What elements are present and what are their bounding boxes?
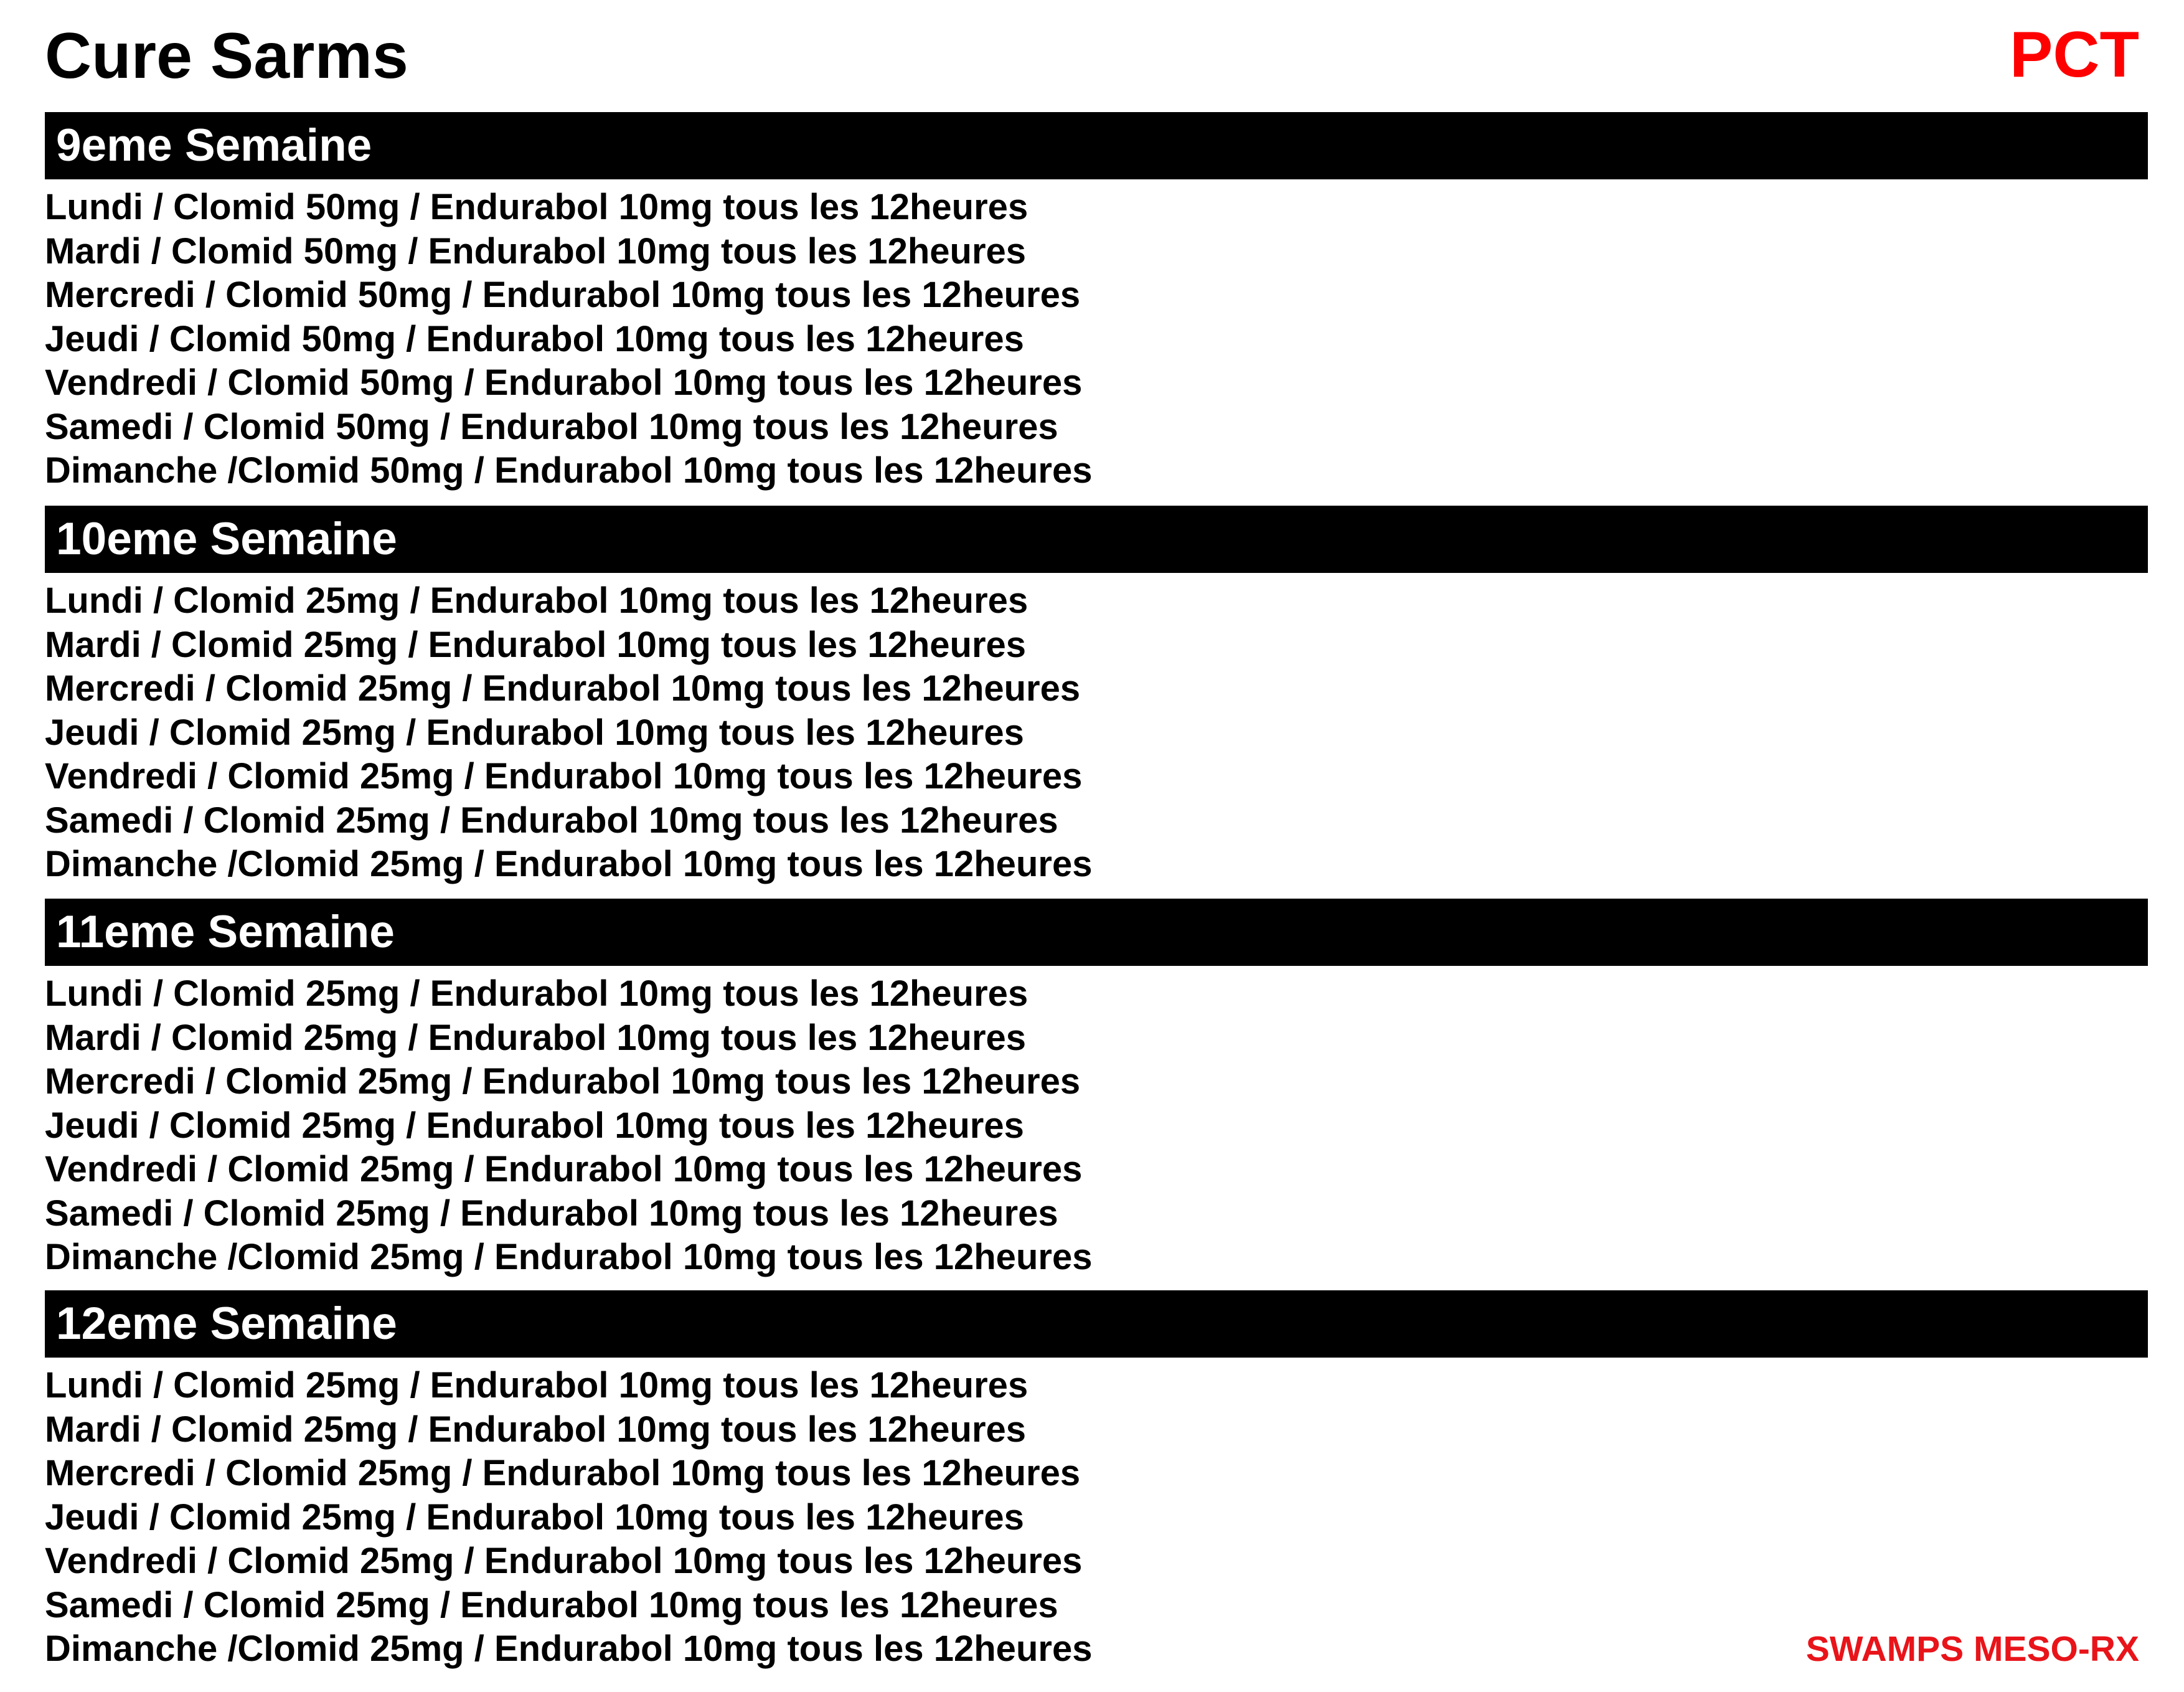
day-row-dimanche: Dimanche /Clomid 25mg / Endurabol 10mg tous les 12heures xyxy=(45,1628,1093,1669)
author-signature: SWAMPS MESO-RX xyxy=(1805,1629,2139,1669)
day-row-lundi: Lundi / Clomid 50mg / Endurabol 10mg tous les 12heures xyxy=(45,187,1028,227)
week-header-bar: 10eme Semaine xyxy=(45,506,2148,573)
day-row-dimanche: Dimanche /Clomid 25mg / Endurabol 10mg tous les 12heures xyxy=(45,844,1093,884)
day-row-vendredi: Vendredi / Clomid 50mg / Endurabol 10mg tous les 12heures xyxy=(45,362,1083,403)
week-rows xyxy=(45,186,2148,493)
week-header-bar: 12eme Semaine xyxy=(45,1290,2148,1358)
day-row-samedi: Samedi / Clomid 25mg / Endurabol 10mg tous les 12heures xyxy=(45,1584,1058,1625)
day-row-dimanche: Dimanche /Clomid 25mg / Endurabol 10mg tous les 12heures xyxy=(45,1237,1093,1277)
day-row-mercredi: Mercredi / Clomid 25mg / Endurabol 10mg tous les 12heures xyxy=(45,1061,1081,1102)
day-row-samedi: Samedi / Clomid 50mg / Endurabol 10mg tous les 12heures xyxy=(45,406,1058,447)
pct-tag: PCT xyxy=(2010,19,2139,91)
day-row-mardi: Mardi / Clomid 25mg / Endurabol 10mg tous les 12heures xyxy=(45,1409,1027,1450)
week-section-10 xyxy=(45,506,2148,887)
week-header-bar: 11eme Semaine xyxy=(45,899,2148,966)
day-row-mardi: Mardi / Clomid 50mg / Endurabol 10mg tous les 12heures xyxy=(45,230,1027,272)
day-row-samedi: Samedi / Clomid 25mg / Endurabol 10mg tous les 12heures xyxy=(45,1193,1058,1234)
week-section-9 xyxy=(45,112,2148,493)
day-row-lundi: Lundi / Clomid 25mg / Endurabol 10mg tous les 12heures xyxy=(45,1365,1028,1406)
day-row-jeudi: Jeudi / Clomid 25mg / Endurabol 10mg tous les 12heures xyxy=(45,1496,1024,1538)
week-rows xyxy=(45,579,2148,887)
day-row-samedi: Samedi / Clomid 25mg / Endurabol 10mg tous les 12heures xyxy=(45,800,1058,841)
day-row-vendredi: Vendredi / Clomid 25mg / Endurabol 10mg tous les 12heures xyxy=(45,756,1083,796)
page-title: Cure Sarms xyxy=(45,20,408,92)
day-row-mercredi: Mercredi / Clomid 25mg / Endurabol 10mg tous les 12heures xyxy=(45,668,1081,709)
week-section-12 xyxy=(45,1290,2148,1671)
week-header-bar: 9eme Semaine xyxy=(45,112,2148,179)
day-row-vendredi: Vendredi / Clomid 25mg / Endurabol 10mg tous les 12heures xyxy=(45,1149,1083,1189)
day-row-mardi: Mardi / Clomid 25mg / Endurabol 10mg tous les 12heures xyxy=(45,624,1027,665)
day-row-lundi: Lundi / Clomid 25mg / Endurabol 10mg tous les 12heures xyxy=(45,973,1028,1014)
day-row-mercredi: Mercredi / Clomid 25mg / Endurabol 10mg tous les 12heures xyxy=(45,1453,1081,1493)
week-section-11 xyxy=(45,899,2148,1280)
day-row-jeudi: Jeudi / Clomid 50mg / Endurabol 10mg tous les 12heures xyxy=(45,318,1024,359)
day-row-mercredi: Mercredi / Clomid 50mg / Endurabol 10mg tous les 12heures xyxy=(45,275,1081,315)
day-row-lundi: Lundi / Clomid 25mg / Endurabol 10mg tous les 12heures xyxy=(45,580,1028,621)
day-row-dimanche: Dimanche /Clomid 50mg / Endurabol 10mg tous les 12heures xyxy=(45,450,1093,491)
day-row-jeudi: Jeudi / Clomid 25mg / Endurabol 10mg tous les 12heures xyxy=(45,1105,1024,1146)
day-row-jeudi: Jeudi / Clomid 25mg / Endurabol 10mg tous les 12heures xyxy=(45,712,1024,753)
week-rows xyxy=(45,972,2148,1280)
day-row-mardi: Mardi / Clomid 25mg / Endurabol 10mg tous les 12heures xyxy=(45,1017,1027,1058)
day-row-vendredi: Vendredi / Clomid 25mg / Endurabol 10mg tous les 12heures xyxy=(45,1541,1083,1581)
